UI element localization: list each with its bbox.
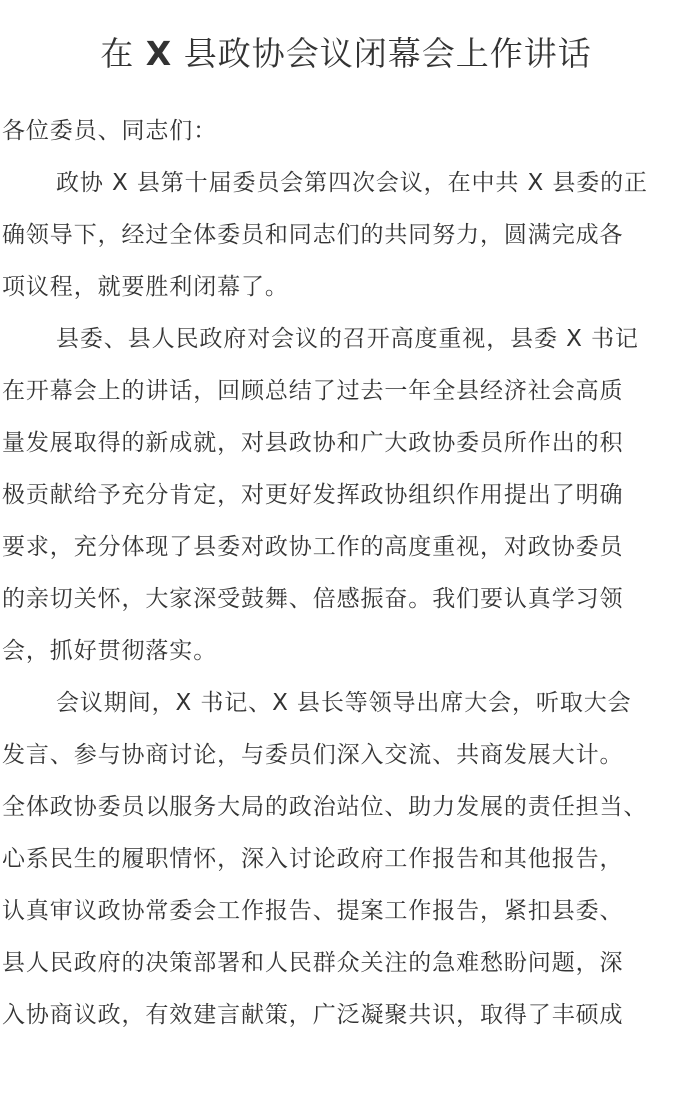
title-prefix: 在 <box>100 34 146 73</box>
paragraph-line: 项议程，就要胜利闭幕了。 <box>2 274 289 300</box>
paragraph-line: 要求，充分体现了县委对政协工作的高度重视，对政协委员 <box>2 534 624 560</box>
paragraph-line: 全体政协委员以服务大局的政治站位、助力发展的责任担当、 <box>2 794 648 820</box>
title-x: X <box>145 34 173 73</box>
paragraph-line: 政协 X 县第十届委员会第四次会议，在中共 X 县委的正 <box>56 170 648 196</box>
title-suffix: 县政协会议闭幕会上作讲话 <box>172 34 592 73</box>
paragraph-line: 确领导下，经过全体委员和同志们的共同努力，圆满完成各 <box>2 222 624 248</box>
paragraph-3 <box>2 677 690 1041</box>
paragraph-line: 心系民生的履职情怀，深入讨论政府工作报告和其他报告， <box>2 846 624 872</box>
paragraph-line: 会，抓好贯彻落实。 <box>2 638 218 664</box>
paragraph-line: 的亲切关怀，大家深受鼓舞、倍感振奋。我们要认真学习领 <box>2 586 624 612</box>
paragraph-line: 发言、参与协商讨论，与委员们深入交流、共商发展大计。 <box>2 742 624 768</box>
paragraph-line: 认真审议政协常委会工作报告、提案工作报告，紧扣县委、 <box>2 898 624 924</box>
paragraph-line: 在开幕会上的讲话，回顾总结了过去一年全县经济社会高质 <box>2 378 624 404</box>
salutation-line: 各位委员、同志们： <box>2 118 218 144</box>
paragraph-line: 会议期间，X 书记、X 县长等领导出席大会，听取大会 <box>56 690 632 716</box>
document-body <box>2 105 690 1041</box>
paragraph-2 <box>2 313 690 677</box>
salutation <box>2 105 690 157</box>
paragraph-line: 县委、县人民政府对会议的召开高度重视，县委 X 书记 <box>56 326 639 352</box>
paragraph-line: 入协商议政，有效建言献策，广泛凝聚共识，取得了丰硕成 <box>2 1002 624 1028</box>
paragraph-line: 县人民政府的决策部署和人民群众关注的急难愁盼问题，深 <box>2 950 624 976</box>
paragraph-line: 量发展取得的新成就，对县政协和广大政协委员所作出的积 <box>2 430 624 456</box>
paragraph-line: 极贡献给予充分肯定，对更好发挥政协组织作用提出了明确 <box>2 482 624 508</box>
document-title <box>2 0 690 78</box>
paragraph-1 <box>2 157 690 313</box>
